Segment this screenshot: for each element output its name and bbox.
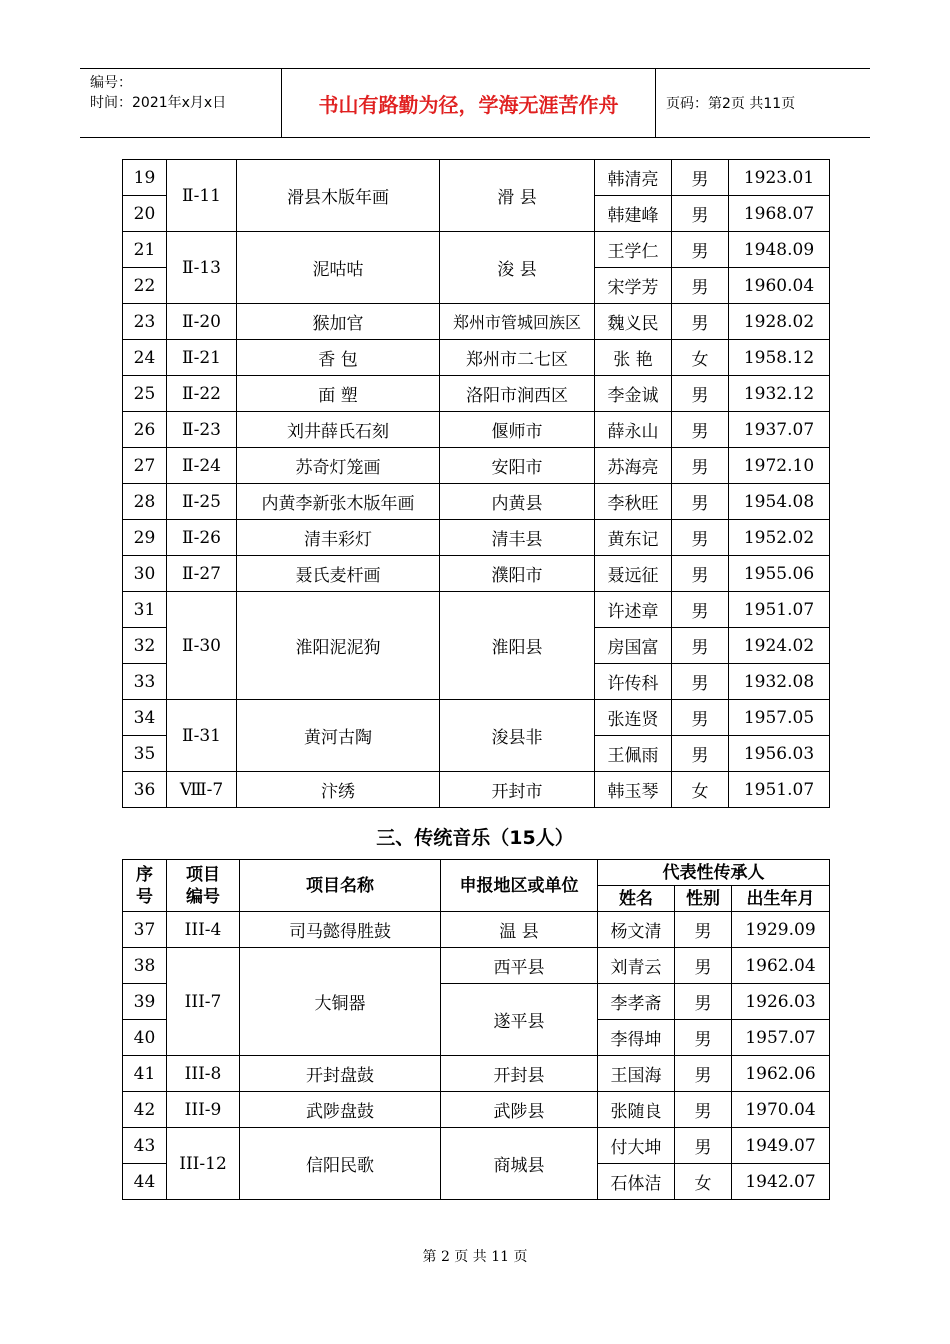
name-cell: 聂远征: [595, 556, 672, 592]
table-row: [123, 304, 830, 340]
header-page-number: 页码：第2页 共11页: [666, 96, 796, 112]
header-seq-text: 序号: [136, 864, 153, 907]
code-cell: Ⅱ-30: [167, 592, 237, 700]
birth-cell: 1960.04: [729, 268, 830, 304]
table-row: [123, 1092, 830, 1128]
project-cell: 淮阳泥泥狗: [237, 592, 440, 700]
code-cell: Ⅷ-7: [167, 772, 237, 808]
seq-cell: 33: [123, 664, 167, 700]
table-row: [123, 912, 830, 948]
birth-cell: 1926.03: [732, 984, 830, 1020]
seq-cell: 31: [123, 592, 167, 628]
code-cell: Ⅱ-13: [167, 232, 237, 304]
seq-cell: 20: [123, 196, 167, 232]
name-cell: 李孝斋: [598, 984, 675, 1020]
region-cell: 偃师市: [440, 412, 595, 448]
gender-cell: 男: [672, 304, 729, 340]
code-cell: Ⅱ-22: [167, 376, 237, 412]
name-cell: 李得坤: [598, 1020, 675, 1056]
birth-cell: 1942.07: [732, 1164, 830, 1200]
header-name: 姓名: [598, 886, 675, 912]
project-cell: 面 塑: [237, 376, 440, 412]
table-row: [123, 592, 830, 628]
birth-cell: 1949.07: [732, 1128, 830, 1164]
header-gender: 性别: [675, 886, 732, 912]
project-cell: 聂氏麦杆画: [237, 556, 440, 592]
seq-cell: 30: [123, 556, 167, 592]
table-row: [123, 160, 830, 196]
region-cell: 清丰县: [440, 520, 595, 556]
project-cell: 黄河古陶: [237, 700, 440, 772]
project-cell: 香 包: [237, 340, 440, 376]
region-cell: 温 县: [441, 912, 598, 948]
seq-cell: 34: [123, 700, 167, 736]
gender-cell: 男: [672, 520, 729, 556]
project-cell: 汴绣: [237, 772, 440, 808]
name-cell: 宋学芳: [595, 268, 672, 304]
region-cell: 浚县非: [440, 700, 595, 772]
code-cell: III-12: [167, 1128, 240, 1200]
code-cell: III-7: [167, 948, 240, 1056]
birth-cell: 1932.12: [729, 376, 830, 412]
gender-cell: 男: [675, 912, 732, 948]
project-cell: 泥咕咕: [237, 232, 440, 304]
name-cell: 李秋旺: [595, 484, 672, 520]
birth-cell: 1962.04: [732, 948, 830, 984]
region-cell: 洛阳市涧西区: [440, 376, 595, 412]
seq-cell: 24: [123, 340, 167, 376]
header-region: 申报地区或单位: [441, 860, 598, 912]
project-cell: 信阳民歌: [240, 1128, 441, 1200]
region-cell: 郑州市二七区: [440, 340, 595, 376]
traditional-music-table: [122, 859, 830, 1200]
gender-cell: 女: [675, 1164, 732, 1200]
birth-cell: 1928.02: [729, 304, 830, 340]
seq-cell: 43: [123, 1128, 167, 1164]
region-cell: 西平县: [441, 948, 598, 984]
name-cell: 石体洁: [598, 1164, 675, 1200]
birth-cell: 1937.07: [729, 412, 830, 448]
table-row: [123, 448, 830, 484]
region-cell: 开封市: [440, 772, 595, 808]
code-cell: III-8: [167, 1056, 240, 1092]
section-title: 三、传统音乐（15人）: [376, 827, 574, 849]
region-cell: 武陟县: [441, 1092, 598, 1128]
name-cell: 许传科: [595, 664, 672, 700]
seq-cell: 44: [123, 1164, 167, 1200]
name-cell: 李金诚: [595, 376, 672, 412]
birth-cell: 1956.03: [729, 736, 830, 772]
name-cell: 张连贤: [595, 700, 672, 736]
gender-cell: 男: [672, 268, 729, 304]
page-footer: 第 2 页 共 11 页: [422, 1249, 528, 1265]
region-cell: 濮阳市: [440, 556, 595, 592]
birth-cell: 1951.07: [729, 592, 830, 628]
project-cell: 清丰彩灯: [237, 520, 440, 556]
table-row: [123, 556, 830, 592]
table-row: [123, 700, 830, 736]
birth-cell: 1952.02: [729, 520, 830, 556]
gender-cell: 男: [672, 448, 729, 484]
inheritor-table-continued: [122, 159, 830, 808]
seq-cell: 32: [123, 628, 167, 664]
gender-cell: 男: [675, 948, 732, 984]
code-cell: III-9: [167, 1092, 240, 1128]
code-cell: Ⅱ-24: [167, 448, 237, 484]
table-row: [123, 412, 830, 448]
seq-cell: 40: [123, 1020, 167, 1056]
seq-cell: 37: [123, 912, 167, 948]
name-cell: 张随良: [598, 1092, 675, 1128]
gender-cell: 男: [675, 1056, 732, 1092]
name-cell: 付大坤: [598, 1128, 675, 1164]
page-header: [80, 68, 870, 138]
region-cell: 开封县: [441, 1056, 598, 1092]
name-cell: 房国富: [595, 628, 672, 664]
seq-cell: 29: [123, 520, 167, 556]
project-cell: 司马懿得胜鼓: [240, 912, 441, 948]
header-seq: [123, 860, 167, 912]
birth-cell: 1962.06: [732, 1056, 830, 1092]
seq-cell: 25: [123, 376, 167, 412]
table-row: [123, 376, 830, 412]
birth-cell: 1932.08: [729, 664, 830, 700]
gender-cell: 男: [672, 484, 729, 520]
region-cell: 遂平县: [441, 984, 598, 1056]
header-motto: 书山有路勤为径，学海无涯苦作舟: [281, 69, 656, 137]
code-cell: Ⅱ-23: [167, 412, 237, 448]
gender-cell: 男: [675, 984, 732, 1020]
project-cell: 内黄李新张木版年画: [237, 484, 440, 520]
header-code: [167, 860, 240, 912]
table-row: [123, 484, 830, 520]
name-cell: 许述章: [595, 592, 672, 628]
project-cell: 开封盘鼓: [240, 1056, 441, 1092]
gender-cell: 男: [672, 664, 729, 700]
birth-cell: 1957.07: [732, 1020, 830, 1056]
code-cell: Ⅱ-25: [167, 484, 237, 520]
seq-cell: 39: [123, 984, 167, 1020]
gender-cell: 男: [672, 628, 729, 664]
header-representative: 代表性传承人: [598, 860, 830, 886]
table-row: [123, 1056, 830, 1092]
region-cell: 淮阳县: [440, 592, 595, 700]
gender-cell: 男: [672, 592, 729, 628]
name-cell: 魏义民: [595, 304, 672, 340]
header-time: 时间：2021年x月x日: [90, 95, 227, 111]
code-cell: Ⅱ-11: [167, 160, 237, 232]
birth-cell: 1951.07: [729, 772, 830, 808]
header-code-text: 项目编号: [186, 864, 220, 907]
birth-cell: 1970.04: [732, 1092, 830, 1128]
gender-cell: 男: [675, 1128, 732, 1164]
gender-cell: 男: [672, 700, 729, 736]
table-row: [123, 520, 830, 556]
birth-cell: 1924.02: [729, 628, 830, 664]
gender-cell: 男: [672, 160, 729, 196]
header-birth: 出生年月: [732, 886, 830, 912]
header-meta: [80, 69, 280, 137]
project-cell: 刘井薛氏石刻: [237, 412, 440, 448]
region-cell: 郑州市管城回族区: [440, 304, 595, 340]
code-cell: Ⅱ-26: [167, 520, 237, 556]
project-cell: 大铜器: [240, 948, 441, 1056]
seq-cell: 19: [123, 160, 167, 196]
table-row: [123, 772, 830, 808]
gender-cell: 男: [672, 232, 729, 268]
birth-cell: 1929.09: [732, 912, 830, 948]
gender-cell: 男: [675, 1020, 732, 1056]
birth-cell: 1958.12: [729, 340, 830, 376]
birth-cell: 1954.08: [729, 484, 830, 520]
name-cell: 韩清亮: [595, 160, 672, 196]
name-cell: 苏海亮: [595, 448, 672, 484]
project-cell: 猴加官: [237, 304, 440, 340]
region-cell: 浚 县: [440, 232, 595, 304]
seq-cell: 35: [123, 736, 167, 772]
seq-cell: 21: [123, 232, 167, 268]
gender-cell: 男: [672, 556, 729, 592]
code-cell: Ⅱ-27: [167, 556, 237, 592]
seq-cell: 42: [123, 1092, 167, 1128]
birth-cell: 1968.07: [729, 196, 830, 232]
seq-cell: 23: [123, 304, 167, 340]
name-cell: 韩玉琴: [595, 772, 672, 808]
project-cell: 武陟盘鼓: [240, 1092, 441, 1128]
code-cell: Ⅱ-20: [167, 304, 237, 340]
project-cell: 滑县木版年画: [237, 160, 440, 232]
birth-cell: 1923.01: [729, 160, 830, 196]
birth-cell: 1972.10: [729, 448, 830, 484]
project-cell: 苏奇灯笼画: [237, 448, 440, 484]
gender-cell: 女: [672, 340, 729, 376]
seq-cell: 22: [123, 268, 167, 304]
seq-cell: 28: [123, 484, 167, 520]
header-number: 编号：: [90, 75, 132, 91]
seq-cell: 26: [123, 412, 167, 448]
seq-cell: 41: [123, 1056, 167, 1092]
header-project: 项目名称: [240, 860, 441, 912]
region-cell: 内黄县: [440, 484, 595, 520]
table-row: [123, 340, 830, 376]
table-header-row: [123, 860, 830, 886]
gender-cell: 男: [672, 736, 729, 772]
name-cell: 王国海: [598, 1056, 675, 1092]
name-cell: 张 艳: [595, 340, 672, 376]
name-cell: 薛永山: [595, 412, 672, 448]
gender-cell: 男: [672, 376, 729, 412]
table-row: [123, 948, 830, 984]
region-cell: 安阳市: [440, 448, 595, 484]
code-cell: Ⅱ-21: [167, 340, 237, 376]
region-cell: 滑 县: [440, 160, 595, 232]
name-cell: 黄东记: [595, 520, 672, 556]
seq-cell: 38: [123, 948, 167, 984]
gender-cell: 女: [672, 772, 729, 808]
name-cell: 王学仁: [595, 232, 672, 268]
name-cell: 韩建峰: [595, 196, 672, 232]
code-cell: III-4: [167, 912, 240, 948]
gender-cell: 男: [675, 1092, 732, 1128]
name-cell: 王佩雨: [595, 736, 672, 772]
birth-cell: 1957.05: [729, 700, 830, 736]
gender-cell: 男: [672, 196, 729, 232]
birth-cell: 1955.06: [729, 556, 830, 592]
name-cell: 杨文清: [598, 912, 675, 948]
table-row: [123, 1128, 830, 1164]
seq-cell: 27: [123, 448, 167, 484]
seq-cell: 36: [123, 772, 167, 808]
region-cell: 商城县: [441, 1128, 598, 1200]
code-cell: Ⅱ-31: [167, 700, 237, 772]
gender-cell: 男: [672, 412, 729, 448]
birth-cell: 1948.09: [729, 232, 830, 268]
name-cell: 刘青云: [598, 948, 675, 984]
table-row: [123, 232, 830, 268]
